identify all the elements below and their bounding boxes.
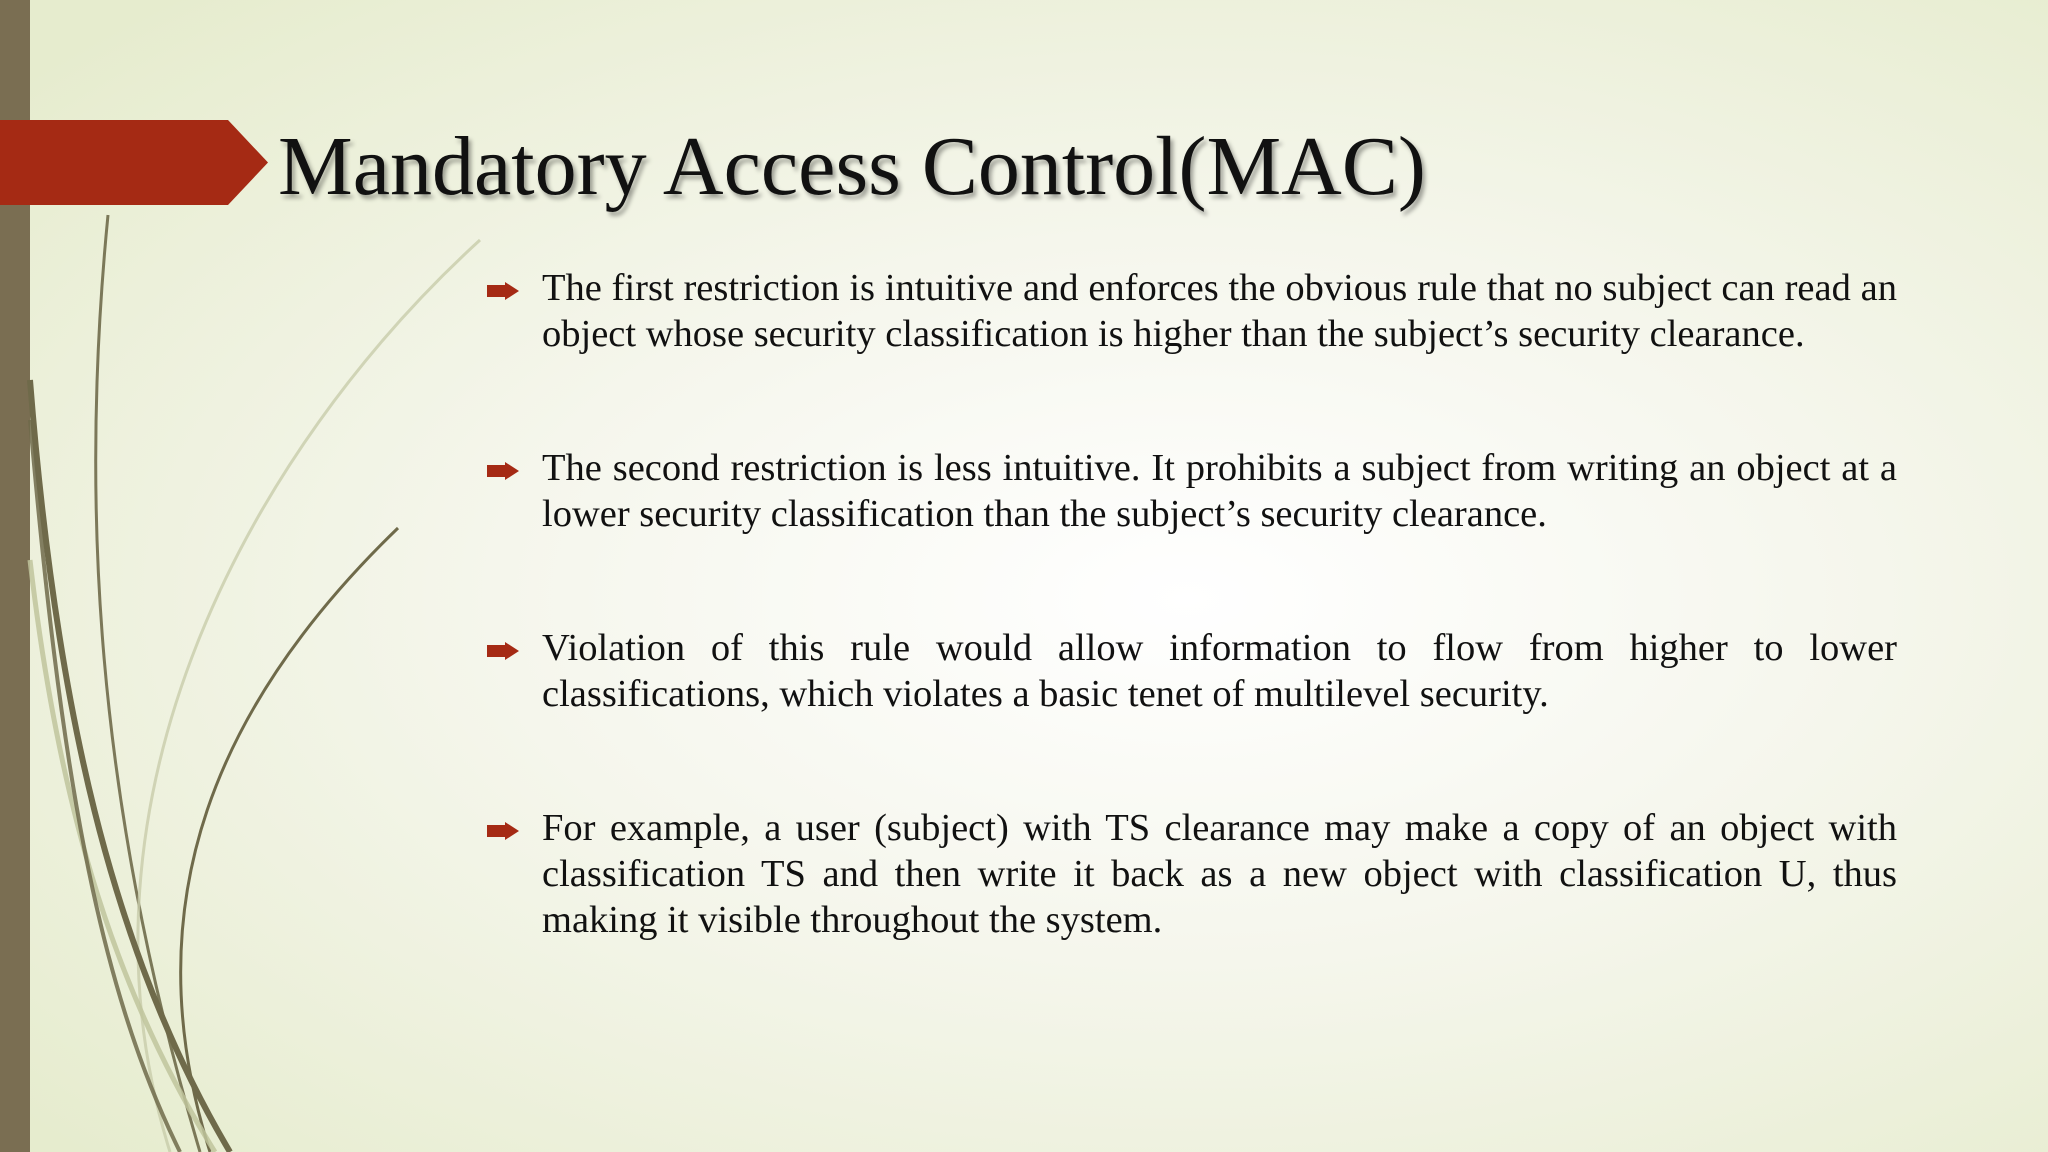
bullet-arrow-icon bbox=[487, 642, 519, 660]
bullet-text: For example, a user (subject) with TS clearance may make a copy of an object with classification TS and then write it back as a new object with classification U, thus making it visible throughout the system. bbox=[542, 807, 1897, 941]
curve-4 bbox=[30, 380, 230, 1152]
curve-1 bbox=[96, 215, 200, 1152]
title-arrow-banner bbox=[0, 120, 268, 205]
curve-3 bbox=[181, 528, 398, 1152]
bullet-item bbox=[480, 445, 1897, 537]
bullet-item bbox=[480, 625, 1897, 717]
bullet-text: Violation of this rule would allow information to flow from higher to lower classifications, which violates a basic tenet of multilevel security. bbox=[542, 627, 1897, 715]
bullet-arrow-icon bbox=[487, 822, 519, 840]
bullet-arrow-icon bbox=[487, 282, 519, 300]
bullet-list bbox=[480, 265, 1897, 943]
bullet-text: The second restriction is less intuitive. It prohibits a subject from writing an object at a lower security classification than the subject’s security clearance. bbox=[542, 447, 1897, 535]
curve-2 bbox=[138, 240, 480, 1152]
bullet-item bbox=[480, 805, 1897, 943]
bullet-arrow-icon bbox=[487, 462, 519, 480]
bullet-text: The first restriction is intuitive and enforces the obvious rule that no subject can read an object whose security classification is higher than the subject’s security clearance. bbox=[542, 267, 1897, 355]
bullet-item bbox=[480, 265, 1897, 357]
slide-title: Mandatory Access Control(MAC) bbox=[278, 120, 1426, 213]
